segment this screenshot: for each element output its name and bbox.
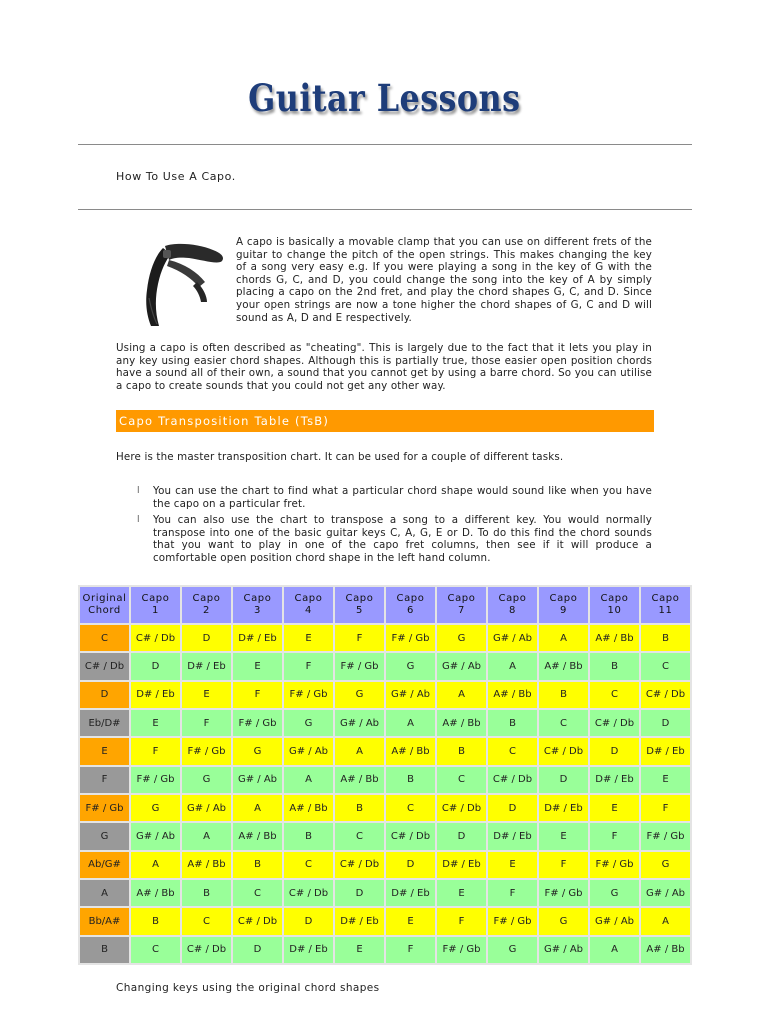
transposed-chord-cell: F xyxy=(437,908,486,934)
header-line: Capo xyxy=(345,593,374,604)
header-line: Capo xyxy=(192,593,221,604)
header-line: Capo xyxy=(651,593,680,604)
table-body xyxy=(80,625,690,963)
transposed-chord-cell: A# / Bb xyxy=(131,880,180,906)
transposed-chord-cell: E xyxy=(284,625,333,651)
transposed-chord-cell: F xyxy=(233,682,282,708)
transposed-chord-cell: E xyxy=(335,937,384,963)
transposed-chord-cell: B xyxy=(590,653,639,679)
header-line: 11 xyxy=(658,605,673,616)
transposed-chord-cell: A xyxy=(437,682,486,708)
transposed-chord-cell: A# / Bb xyxy=(488,682,537,708)
header-line: 3 xyxy=(254,605,261,616)
transposed-chord-cell: C xyxy=(182,908,231,934)
header-line: Capo xyxy=(294,593,323,604)
transposed-chord-cell: C# / Db xyxy=(437,795,486,821)
transposed-chord-cell: C xyxy=(233,880,282,906)
transposed-chord-cell: C xyxy=(641,653,690,679)
transposed-chord-cell: C# / Db xyxy=(284,880,333,906)
intro-paragraph: A capo is basically a movable clamp that you can use on different frets of the guitar to change the pitch of the open strings. This makes changing the key of a song very easy e.g. If you were playing a song in the key of G with the chords G, C, and D, you could change the song into the key of A by simply placing a capo on the 2nd fret, and play the chord shapes G, C, and D. Since your open strings are now a tone higher the chord shapes of G, C and D will sound as A, D and E respectively. xyxy=(236,236,652,324)
header-line: 4 xyxy=(305,605,312,616)
transposed-chord-cell: F# / Gb xyxy=(641,823,690,849)
transposed-chord-cell: B xyxy=(488,710,537,736)
transposed-chord-cell: E xyxy=(488,852,537,878)
transposed-chord-cell: E xyxy=(437,880,486,906)
transposed-chord-cell: A xyxy=(335,738,384,764)
transposed-chord-cell: G xyxy=(182,767,231,793)
original-chord-cell: Ab/G# xyxy=(80,852,129,878)
transposed-chord-cell: G# / Ab xyxy=(284,738,333,764)
transposed-chord-cell: A# / Bb xyxy=(233,823,282,849)
transposed-chord-cell: D# / Eb xyxy=(233,625,282,651)
transposed-chord-cell: A xyxy=(131,852,180,878)
transposed-chord-cell: B xyxy=(335,795,384,821)
transposed-chord-cell: E xyxy=(641,767,690,793)
page-subtitle: How To Use A Capo. xyxy=(116,170,236,183)
transposed-chord-cell: G xyxy=(590,880,639,906)
transposed-chord-cell: C# / Db xyxy=(590,710,639,736)
transposed-chord-cell: B xyxy=(131,908,180,934)
original-chord-cell: C xyxy=(80,625,129,651)
header-capo-10 xyxy=(590,587,639,623)
header-line: Capo xyxy=(447,593,476,604)
chart-intro-paragraph: Here is the master transposition chart. It can be used for a couple of different tasks. xyxy=(116,451,564,463)
original-chord-cell: D xyxy=(80,682,129,708)
header-line: 2 xyxy=(203,605,210,616)
transposed-chord-cell: F xyxy=(386,937,435,963)
transposed-chord-cell: F# / Gb xyxy=(233,710,282,736)
transposed-chord-cell: D xyxy=(437,823,486,849)
header-line: 9 xyxy=(560,605,567,616)
transposed-chord-cell: F# / Gb xyxy=(182,738,231,764)
bullet-icon: l xyxy=(137,486,140,496)
header-line: Capo xyxy=(600,593,629,604)
transposed-chord-cell: E xyxy=(233,653,282,679)
table-row xyxy=(80,682,690,708)
header-capo-6 xyxy=(386,587,435,623)
table-row xyxy=(80,767,690,793)
original-chord-cell: F xyxy=(80,767,129,793)
top-divider xyxy=(78,144,692,145)
list-item-text: You can also use the chart to transpose a song to a different key. You would normally transpose into one of the basic guitar keys C, A, G, E or D. To do this find the chord sounds that you want to play in one of the capo fret columns, then see if it will produce a comfortable open position chord shape in the left hand column. xyxy=(153,514,652,564)
header-capo-11 xyxy=(641,587,690,623)
transposed-chord-cell: F xyxy=(590,823,639,849)
header-capo-3 xyxy=(233,587,282,623)
table-row xyxy=(80,795,690,821)
transposed-chord-cell: D xyxy=(131,653,180,679)
transposed-chord-cell: D xyxy=(284,908,333,934)
transposed-chord-cell: A xyxy=(386,710,435,736)
header xyxy=(0,76,768,120)
transposed-chord-cell: D xyxy=(539,767,588,793)
transposed-chord-cell: D# / Eb xyxy=(131,682,180,708)
original-chord-cell: A xyxy=(80,880,129,906)
transposed-chord-cell: D# / Eb xyxy=(182,653,231,679)
transposed-chord-cell: A xyxy=(284,767,333,793)
transposed-chord-cell: G# / Ab xyxy=(488,625,537,651)
transposed-chord-cell: C# / Db xyxy=(233,908,282,934)
table-row xyxy=(80,852,690,878)
transposed-chord-cell: C# / Db xyxy=(641,682,690,708)
header-line: Chord xyxy=(88,605,121,616)
transposed-chord-cell: C xyxy=(488,738,537,764)
header-original-chord xyxy=(80,587,129,623)
original-chord-cell: Eb/D# xyxy=(80,710,129,736)
capo-transposition-table xyxy=(78,585,692,965)
original-chord-cell: E xyxy=(80,738,129,764)
transposed-chord-cell: D# / Eb xyxy=(284,937,333,963)
header-line: Capo xyxy=(396,593,425,604)
header-line: Original xyxy=(82,593,127,604)
transposed-chord-cell: A# / Bb xyxy=(641,937,690,963)
uses-list xyxy=(134,485,652,569)
transposed-chord-cell: F xyxy=(488,880,537,906)
transposed-chord-cell: G# / Ab xyxy=(233,767,282,793)
transposed-chord-cell: D# / Eb xyxy=(590,767,639,793)
transposed-chord-cell: F# / Gb xyxy=(539,880,588,906)
section-title: Capo Transposition Table (TsB) xyxy=(119,414,330,428)
header-line: 6 xyxy=(407,605,414,616)
table-row xyxy=(80,908,690,934)
list-item xyxy=(134,514,652,564)
header-line: Capo xyxy=(243,593,272,604)
transposed-chord-cell: D xyxy=(335,880,384,906)
transposed-chord-cell: D# / Eb xyxy=(386,880,435,906)
transposed-chord-cell: A xyxy=(590,937,639,963)
transposed-chord-cell: G# / Ab xyxy=(539,937,588,963)
header-line: 7 xyxy=(458,605,465,616)
transposed-chord-cell: E xyxy=(590,795,639,821)
transposed-chord-cell: D# / Eb xyxy=(488,823,537,849)
transposed-chord-cell: D# / Eb xyxy=(539,795,588,821)
transposed-chord-cell: C xyxy=(284,852,333,878)
transposed-chord-cell: C# / Db xyxy=(182,937,231,963)
original-chord-cell: F# / Gb xyxy=(80,795,129,821)
transposed-chord-cell: G xyxy=(539,908,588,934)
transposed-chord-cell: B xyxy=(539,682,588,708)
transposed-chord-cell: F xyxy=(284,653,333,679)
transposed-chord-cell: G# / Ab xyxy=(641,880,690,906)
header-capo-2 xyxy=(182,587,231,623)
subtitle-divider xyxy=(78,209,692,210)
transposed-chord-cell: C xyxy=(539,710,588,736)
transposed-chord-cell: G# / Ab xyxy=(590,908,639,934)
transposed-chord-cell: F# / Gb xyxy=(590,852,639,878)
transposed-chord-cell: G xyxy=(386,653,435,679)
table-row xyxy=(80,625,690,651)
transposed-chord-cell: A xyxy=(182,823,231,849)
table-row xyxy=(80,738,690,764)
transposed-chord-cell: D xyxy=(590,738,639,764)
transposed-chord-cell: F xyxy=(182,710,231,736)
header-capo-9 xyxy=(539,587,588,623)
transposed-chord-cell: D xyxy=(488,795,537,821)
transposed-chord-cell: A# / Bb xyxy=(437,710,486,736)
transposed-chord-cell: D xyxy=(641,710,690,736)
section-header-bar xyxy=(116,410,654,432)
table-row xyxy=(80,823,690,849)
transposed-chord-cell: F xyxy=(131,738,180,764)
original-chord-cell: Bb/A# xyxy=(80,908,129,934)
transposed-chord-cell: D xyxy=(386,852,435,878)
header-line: Capo xyxy=(498,593,527,604)
transposed-chord-cell: C xyxy=(386,795,435,821)
list-item xyxy=(134,485,652,510)
transposed-chord-cell: F# / Gb xyxy=(284,682,333,708)
header-capo-1 xyxy=(131,587,180,623)
original-chord-cell: C# / Db xyxy=(80,653,129,679)
transposed-chord-cell: A# / Bb xyxy=(539,653,588,679)
transposed-chord-cell: A xyxy=(233,795,282,821)
transposed-chord-cell: C xyxy=(131,937,180,963)
transposed-chord-cell: G xyxy=(437,625,486,651)
transposed-chord-cell: G# / Ab xyxy=(335,710,384,736)
transposed-chord-cell: F# / Gb xyxy=(488,908,537,934)
transposed-chord-cell: C xyxy=(590,682,639,708)
transposed-chord-cell: A xyxy=(539,625,588,651)
header-line: 5 xyxy=(356,605,363,616)
transposed-chord-cell: B xyxy=(386,767,435,793)
list-item-text: You can use the chart to find what a particular chord shape would sound like when you have the capo on a particular fret. xyxy=(153,485,652,510)
header-capo-5 xyxy=(335,587,384,623)
transposed-chord-cell: D xyxy=(233,937,282,963)
transposed-chord-cell: F xyxy=(539,852,588,878)
transposed-chord-cell: G xyxy=(284,710,333,736)
capo-image xyxy=(133,238,233,330)
transposed-chord-cell: G xyxy=(233,738,282,764)
table-row xyxy=(80,880,690,906)
header-line: 8 xyxy=(509,605,516,616)
transposed-chord-cell: B xyxy=(641,625,690,651)
transposed-chord-cell: G# / Ab xyxy=(131,823,180,849)
header-capo-8 xyxy=(488,587,537,623)
transposed-chord-cell: A xyxy=(641,908,690,934)
table-row xyxy=(80,653,690,679)
transposed-chord-cell: E xyxy=(131,710,180,736)
site-title-logo: Guitar Lessons xyxy=(247,76,521,120)
header-line: Capo xyxy=(549,593,578,604)
transposed-chord-cell: F xyxy=(641,795,690,821)
transposed-chord-cell: A xyxy=(488,653,537,679)
transposed-chord-cell: G xyxy=(335,682,384,708)
transposed-chord-cell: C xyxy=(335,823,384,849)
transposed-chord-cell: E xyxy=(539,823,588,849)
header-capo-4 xyxy=(284,587,333,623)
transposed-chord-cell: C# / Db xyxy=(539,738,588,764)
transposed-chord-cell: F xyxy=(335,625,384,651)
transposed-chord-cell: B xyxy=(437,738,486,764)
table-header-row xyxy=(80,587,690,623)
transposed-chord-cell: A# / Bb xyxy=(590,625,639,651)
header-line: Capo xyxy=(141,593,170,604)
original-chord-cell: G xyxy=(80,823,129,849)
table-row xyxy=(80,710,690,736)
transposed-chord-cell: F# / Gb xyxy=(386,625,435,651)
table-row xyxy=(80,937,690,963)
transposed-chord-cell: F# / Gb xyxy=(335,653,384,679)
transposed-chord-cell: G# / Ab xyxy=(386,682,435,708)
transposed-chord-cell: D# / Eb xyxy=(437,852,486,878)
bullet-icon: l xyxy=(137,515,140,526)
transposed-chord-cell: E xyxy=(386,908,435,934)
transposed-chord-cell: C# / Db xyxy=(131,625,180,651)
transposed-chord-cell: C# / Db xyxy=(335,852,384,878)
transposed-chord-cell: B xyxy=(233,852,282,878)
transposed-chord-cell: D# / Eb xyxy=(335,908,384,934)
transposed-chord-cell: D# / Eb xyxy=(641,738,690,764)
transposed-chord-cell: G# / Ab xyxy=(182,795,231,821)
transposed-chord-cell: A# / Bb xyxy=(284,795,333,821)
transposed-chord-cell: A# / Bb xyxy=(182,852,231,878)
header-line: 10 xyxy=(607,605,622,616)
cheating-paragraph: Using a capo is often described as "cheating". This is largely due to the fact that it lets you play in any key using easier chord shapes. Although this is partially true, those easier open position chords have a sound all of their own, a sound that you cannot get by using a barre chord. So you can utilise a capo to create sounds that you could not get any other way. xyxy=(116,342,652,392)
header-capo-7 xyxy=(437,587,486,623)
next-section-heading: Changing keys using the original chord shapes xyxy=(116,982,380,994)
transposed-chord-cell: G# / Ab xyxy=(437,653,486,679)
transposed-chord-cell: G xyxy=(488,937,537,963)
transposed-chord-cell: B xyxy=(182,880,231,906)
transposed-chord-cell: F# / Gb xyxy=(437,937,486,963)
transposed-chord-cell: F# / Gb xyxy=(131,767,180,793)
original-chord-cell: B xyxy=(80,937,129,963)
transposed-chord-cell: D xyxy=(182,625,231,651)
header-line: 1 xyxy=(152,605,159,616)
transposed-chord-cell: A# / Bb xyxy=(335,767,384,793)
transposed-chord-cell: B xyxy=(284,823,333,849)
transposed-chord-cell: C xyxy=(437,767,486,793)
transposed-chord-cell: G xyxy=(131,795,180,821)
transposed-chord-cell: G xyxy=(641,852,690,878)
transposed-chord-cell: E xyxy=(182,682,231,708)
transposed-chord-cell: C# / Db xyxy=(386,823,435,849)
transposed-chord-cell: A# / Bb xyxy=(386,738,435,764)
transposed-chord-cell: C# / Db xyxy=(488,767,537,793)
